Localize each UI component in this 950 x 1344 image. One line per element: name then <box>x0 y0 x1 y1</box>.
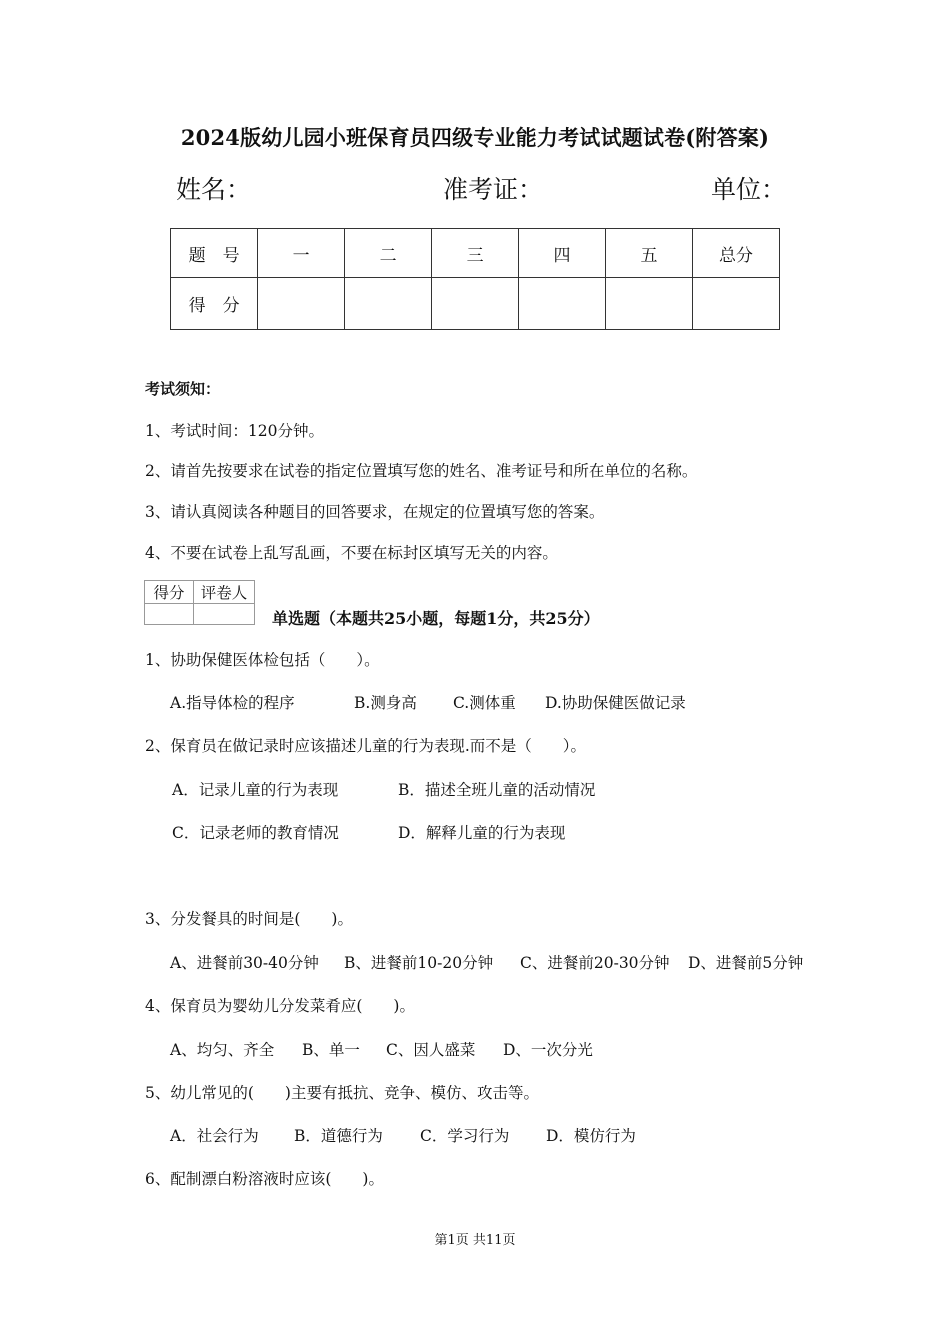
score-table-score-row <box>171 278 780 330</box>
option-b[interactable]: B．描述全班儿童的活动情况 <box>398 781 596 799</box>
notice-item: 3、请认真阅读各种题目的回答要求，在规定的位置填写您的答案。 <box>145 503 605 521</box>
score-table-header-cell: 二 <box>345 229 432 278</box>
option-c[interactable]: C、因人盛菜 <box>386 1041 476 1059</box>
grader-reviewer-cell[interactable] <box>194 604 255 625</box>
score-table-header-cell: 总分 <box>692 229 779 278</box>
notice-item: 4、不要在试卷上乱写乱画，不要在标封区填写无关的内容。 <box>145 544 558 562</box>
option-d[interactable]: D．模仿行为 <box>546 1127 636 1145</box>
score-table-header-cell: 题 号 <box>171 229 258 278</box>
option-d[interactable]: D.协助保健医做记录 <box>545 694 686 712</box>
notice-heading: 考试须知： <box>145 380 221 398</box>
unit-field-label: 单位： <box>711 175 787 204</box>
score-input-cell[interactable] <box>258 278 345 330</box>
score-table-header-cell: 一 <box>258 229 345 278</box>
grader-reviewer-label: 评卷人 <box>194 581 255 604</box>
grader-score-cell[interactable] <box>145 604 194 625</box>
question-stem: 3、分发餐具的时间是( )。 <box>145 910 353 928</box>
option-c[interactable]: C.测体重 <box>453 694 516 712</box>
score-input-cell[interactable] <box>606 278 693 330</box>
option-b[interactable]: B．道德行为 <box>294 1127 383 1145</box>
option-d[interactable]: D、进餐前5分钟 <box>688 954 804 972</box>
option-a[interactable]: A．社会行为 <box>170 1127 259 1145</box>
grader-box <box>144 580 255 625</box>
question-stem: 1、协助保健医体检包括（ ）。 <box>145 651 380 669</box>
score-table-header-row <box>171 229 780 278</box>
option-a[interactable]: A.指导体检的程序 <box>170 694 295 712</box>
score-input-cell[interactable] <box>432 278 519 330</box>
option-d[interactable]: D、一次分光 <box>503 1041 593 1059</box>
score-table <box>170 228 780 330</box>
option-c[interactable]: C、进餐前20-30分钟 <box>520 954 670 972</box>
page-footer: 第1页 共11页 <box>434 1233 516 1248</box>
option-b[interactable]: B、进餐前10-20分钟 <box>344 954 494 972</box>
option-c[interactable]: C．学习行为 <box>420 1127 510 1145</box>
question-stem: 5、幼儿常见的( )主要有抵抗、竞争、模仿、攻击等。 <box>145 1084 539 1102</box>
option-a[interactable]: A、均匀、齐全 <box>170 1041 275 1059</box>
score-input-cell[interactable] <box>692 278 779 330</box>
question-stem: 2、保育员在做记录时应该描述儿童的行为表现.而不是（ ）。 <box>145 737 587 755</box>
notice-item: 2、请首先按要求在试卷的指定位置填写您的姓名、准考证号和所在单位的名称。 <box>145 462 698 480</box>
score-row-label: 得 分 <box>171 278 258 330</box>
option-b[interactable]: B.测身高 <box>354 694 417 712</box>
name-field-label: 姓名： <box>176 175 252 204</box>
exam-number-field-label: 准考证： <box>443 175 544 204</box>
question-stem: 4、保育员为婴幼儿分发菜肴应( )。 <box>145 997 415 1015</box>
section-title: 单选题（本题共25小题，每题1分，共25分） <box>272 609 600 628</box>
score-input-cell[interactable] <box>519 278 606 330</box>
score-table-header-cell: 三 <box>432 229 519 278</box>
question-stem: 6、配制漂白粉溶液时应该( )。 <box>145 1170 384 1188</box>
option-a[interactable]: A、进餐前30-40分钟 <box>170 954 319 972</box>
score-table-header-cell: 五 <box>606 229 693 278</box>
page-title: 2024版幼儿园小班保育员四级专业能力考试试题试卷(附答案) <box>180 125 770 150</box>
option-d[interactable]: D．解释儿童的行为表现 <box>398 824 566 842</box>
option-a[interactable]: A．记录儿童的行为表现 <box>172 781 339 799</box>
option-c[interactable]: C．记录老师的教育情况 <box>172 824 339 842</box>
option-b[interactable]: B、单一 <box>302 1041 360 1059</box>
score-table-header-cell: 四 <box>519 229 606 278</box>
score-input-cell[interactable] <box>345 278 432 330</box>
notice-item: 1、考试时间：120分钟。 <box>145 422 324 440</box>
grader-score-label: 得分 <box>145 581 194 604</box>
